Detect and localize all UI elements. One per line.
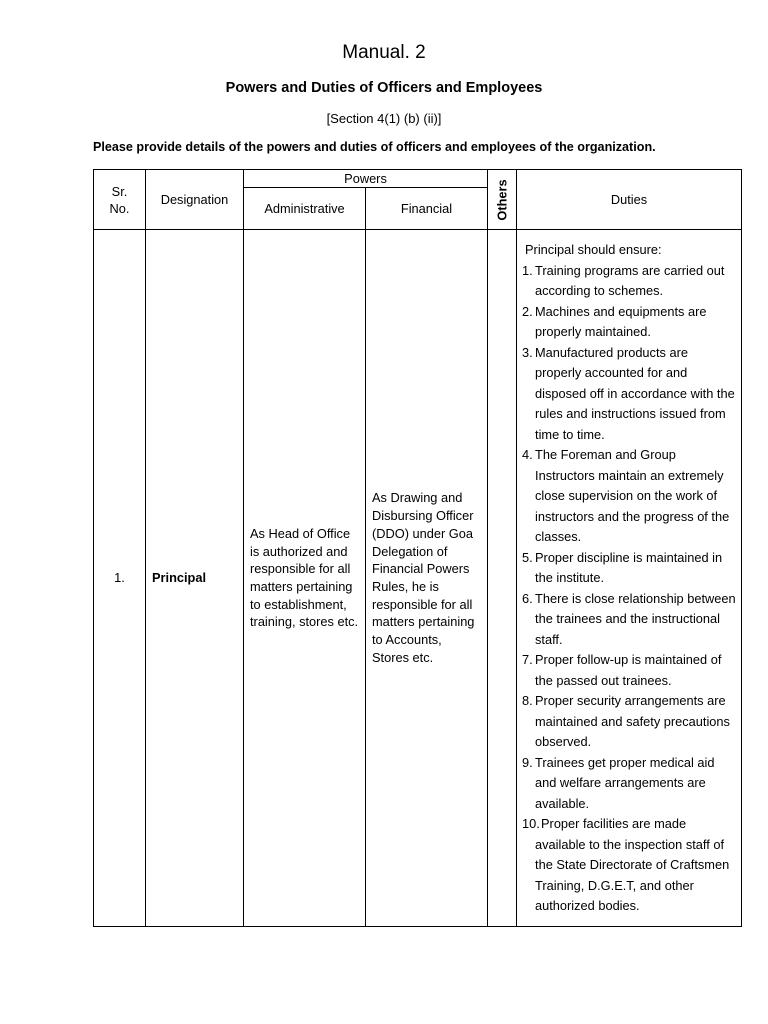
list-item-number: 10. [522, 816, 540, 832]
list-item [522, 691, 737, 753]
header-sr-no-line1: Sr. [111, 183, 128, 199]
designation-text: Principal [152, 570, 207, 586]
list-item [522, 302, 737, 343]
list-item-text: Training programs are carried out according to schemes. [535, 262, 725, 299]
cell-sr-no: 1. [94, 230, 146, 927]
list-item-number: 1. [522, 262, 533, 278]
header-row-top [94, 170, 742, 188]
list-item-number: 7. [522, 652, 533, 668]
header-duties: Duties [517, 170, 742, 230]
list-item-text: Manufactured products are properly accounted for and disposed off in accordance with the rules and instructions issued from time to time. [535, 344, 735, 442]
header-administrative: Administrative [244, 188, 366, 230]
list-item [522, 753, 737, 815]
header-powers: Powers [244, 170, 488, 188]
header-designation: Designation [146, 170, 244, 230]
header-sr-no [94, 170, 146, 230]
cell-designation [146, 230, 244, 927]
page-title: Manual. 2 [342, 42, 426, 63]
duties-intro: Principal should ensure: [525, 242, 662, 258]
header-others-label: Others [494, 178, 510, 221]
section-reference: [Section 4(1) (b) (ii)] [326, 111, 442, 126]
list-item [522, 261, 737, 302]
header-financial: Financial [366, 188, 488, 230]
cell-others [488, 230, 517, 927]
administrative-text: As Head of Office is authorized and responsible for all matters pertaining to establishment, training, stores etc. [250, 525, 359, 630]
table-row [94, 230, 742, 927]
list-item [522, 445, 737, 548]
duties-list [522, 261, 737, 917]
list-item-text: Proper facilities are made available to the inspection staff of the State Directorate of Craftsmen Training, D.G.E.T, and other authorized bodies. [535, 816, 730, 914]
list-item-text: There is close relationship between the trainees and the instructional staff. [535, 590, 736, 647]
list-item [522, 650, 737, 691]
list-item-text: Proper follow-up is maintained of the passed out trainees. [535, 652, 722, 688]
header-sr-no-line2: No. [109, 200, 130, 216]
cell-duties [517, 230, 742, 927]
cell-administrative [244, 230, 366, 927]
list-item-text: Machines and equipments are properly maintained. [535, 303, 707, 340]
list-item-number: 6. [522, 590, 533, 606]
list-item-number: 5. [522, 549, 533, 565]
page-subtitle: Powers and Duties of Officers and Employees [225, 80, 543, 96]
list-item-number: 2. [522, 303, 533, 319]
list-item [522, 343, 737, 446]
list-item-text: Proper discipline is maintained in the institute. [535, 549, 723, 586]
list-item-text: Trainees get proper medical aid and welfare arrangements are available. [535, 754, 715, 811]
instruction-text: Please provide details of the powers and duties of officers and employees of the organization. [93, 140, 656, 154]
list-item-number: 9. [522, 754, 533, 770]
financial-text: As Drawing and Disbursing Officer (DDO) under Goa Delegation of Financial Powers Rules, he is responsible for all matters pertaining to Accounts, Stores etc. [372, 490, 475, 665]
duties-content [517, 239, 741, 917]
list-item-number: 4. [522, 447, 533, 463]
powers-duties-table [93, 169, 742, 927]
header-others [488, 170, 517, 230]
list-item-number: 8. [522, 693, 533, 709]
list-item-text: The Foreman and Group Instructors maintain an extremely close supervision on the work of instructors and the progress of the classes. [535, 447, 730, 545]
list-item-number: 3. [522, 344, 533, 360]
list-item [522, 589, 737, 651]
list-item [522, 548, 737, 589]
list-item [522, 814, 737, 917]
cell-financial [366, 230, 488, 927]
list-item-text: Proper security arrangements are maintained and safety precautions observed. [535, 693, 730, 750]
